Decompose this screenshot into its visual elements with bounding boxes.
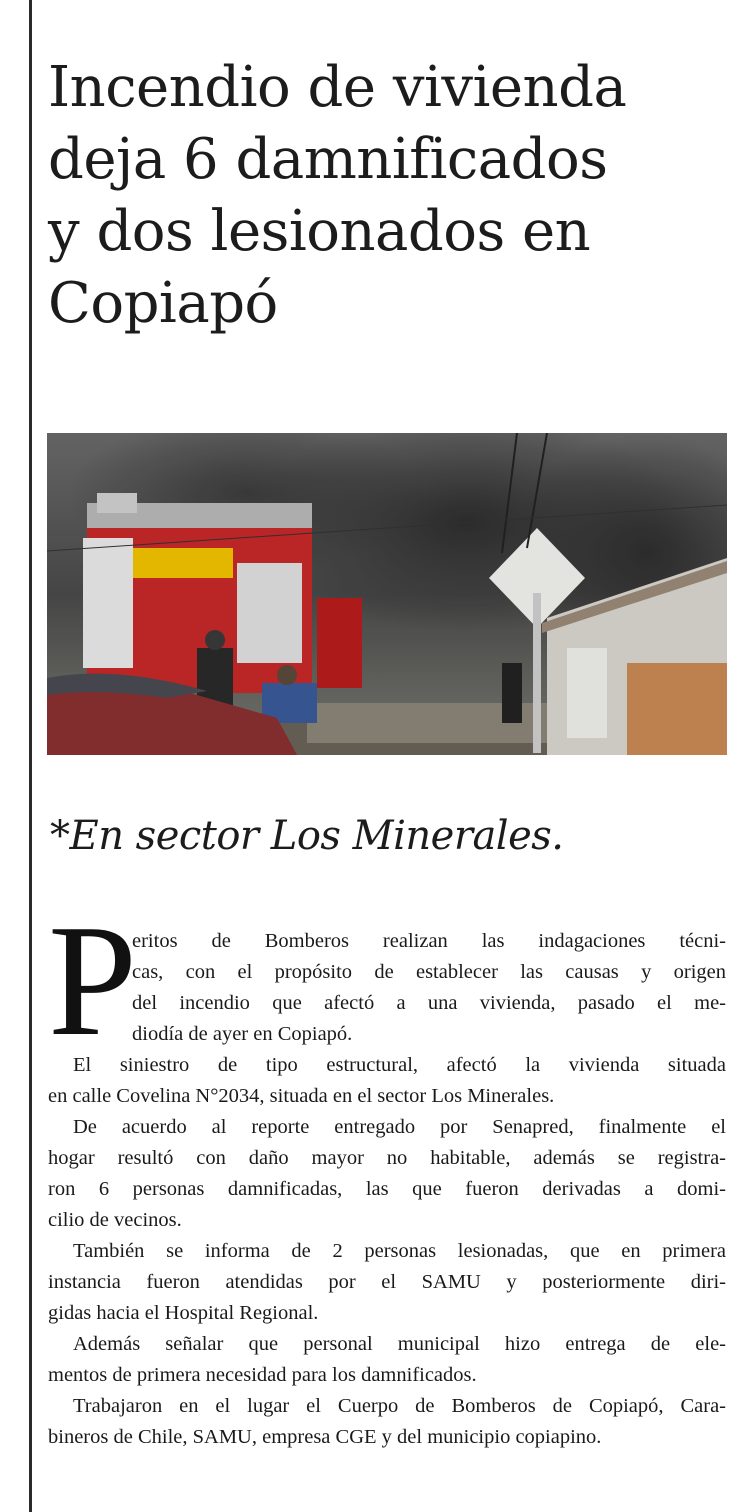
article-line: gidas hacia el Hospital Regional. — [48, 1302, 319, 1324]
column-rule — [29, 0, 32, 1512]
headline-line-1: Incendio de vivienda — [48, 55, 627, 120]
article-line: De acuerdo al reporte entregado por Senapred, finalmente el — [73, 1116, 726, 1138]
headline — [48, 52, 738, 340]
article-line: hogar resultó con daño mayor no habitable, además se registra- — [48, 1147, 726, 1169]
headline-line-3: y dos lesionados en — [48, 199, 591, 264]
article-line: Además señalar que personal municipal hizo entrega de ele- — [73, 1333, 726, 1355]
article-line: en calle Covelina N°2034, situada en el sector Los Minerales. — [48, 1085, 555, 1107]
article-line: del incendio que afectó a una vivienda, pasado el me- — [132, 992, 726, 1014]
article-line: ron 6 personas damnificadas, las que fueron derivadas a domi- — [48, 1178, 726, 1200]
article-line: instancia fueron atendidas por el SAMU y posteriormente diri- — [48, 1271, 726, 1293]
article-line: eritos de Bomberos realizan las indagaciones técni- — [132, 930, 726, 952]
article-line: El siniestro de tipo estructural, afectó la vivienda situada — [73, 1054, 726, 1076]
drop-cap: P — [48, 891, 137, 1069]
article-body — [48, 926, 726, 1453]
article-line: diodía de ayer en Copiapó. — [132, 1023, 353, 1045]
headline-line-4: Copiapó — [48, 271, 278, 336]
headline-line-2: deja 6 damnificados — [48, 127, 608, 192]
article-line: cas, con el propósito de establecer las causas y origen — [132, 961, 726, 983]
article-line: Trabajaron en el lugar el Cuerpo de Bomberos de Copiapó, Cara- — [73, 1395, 726, 1417]
article-line: bineros de Chile, SAMU, empresa CGE y del municipio copiapino. — [48, 1426, 602, 1448]
article-line: mentos de primera necesidad para los damnificados. — [48, 1364, 477, 1386]
fire-scene-photo — [47, 433, 727, 755]
subhead: *En sector Los Minerales. — [50, 813, 564, 859]
article-line: También se informa de 2 personas lesionadas, que en primera — [73, 1240, 726, 1262]
article-line: cilio de vecinos. — [48, 1209, 182, 1231]
